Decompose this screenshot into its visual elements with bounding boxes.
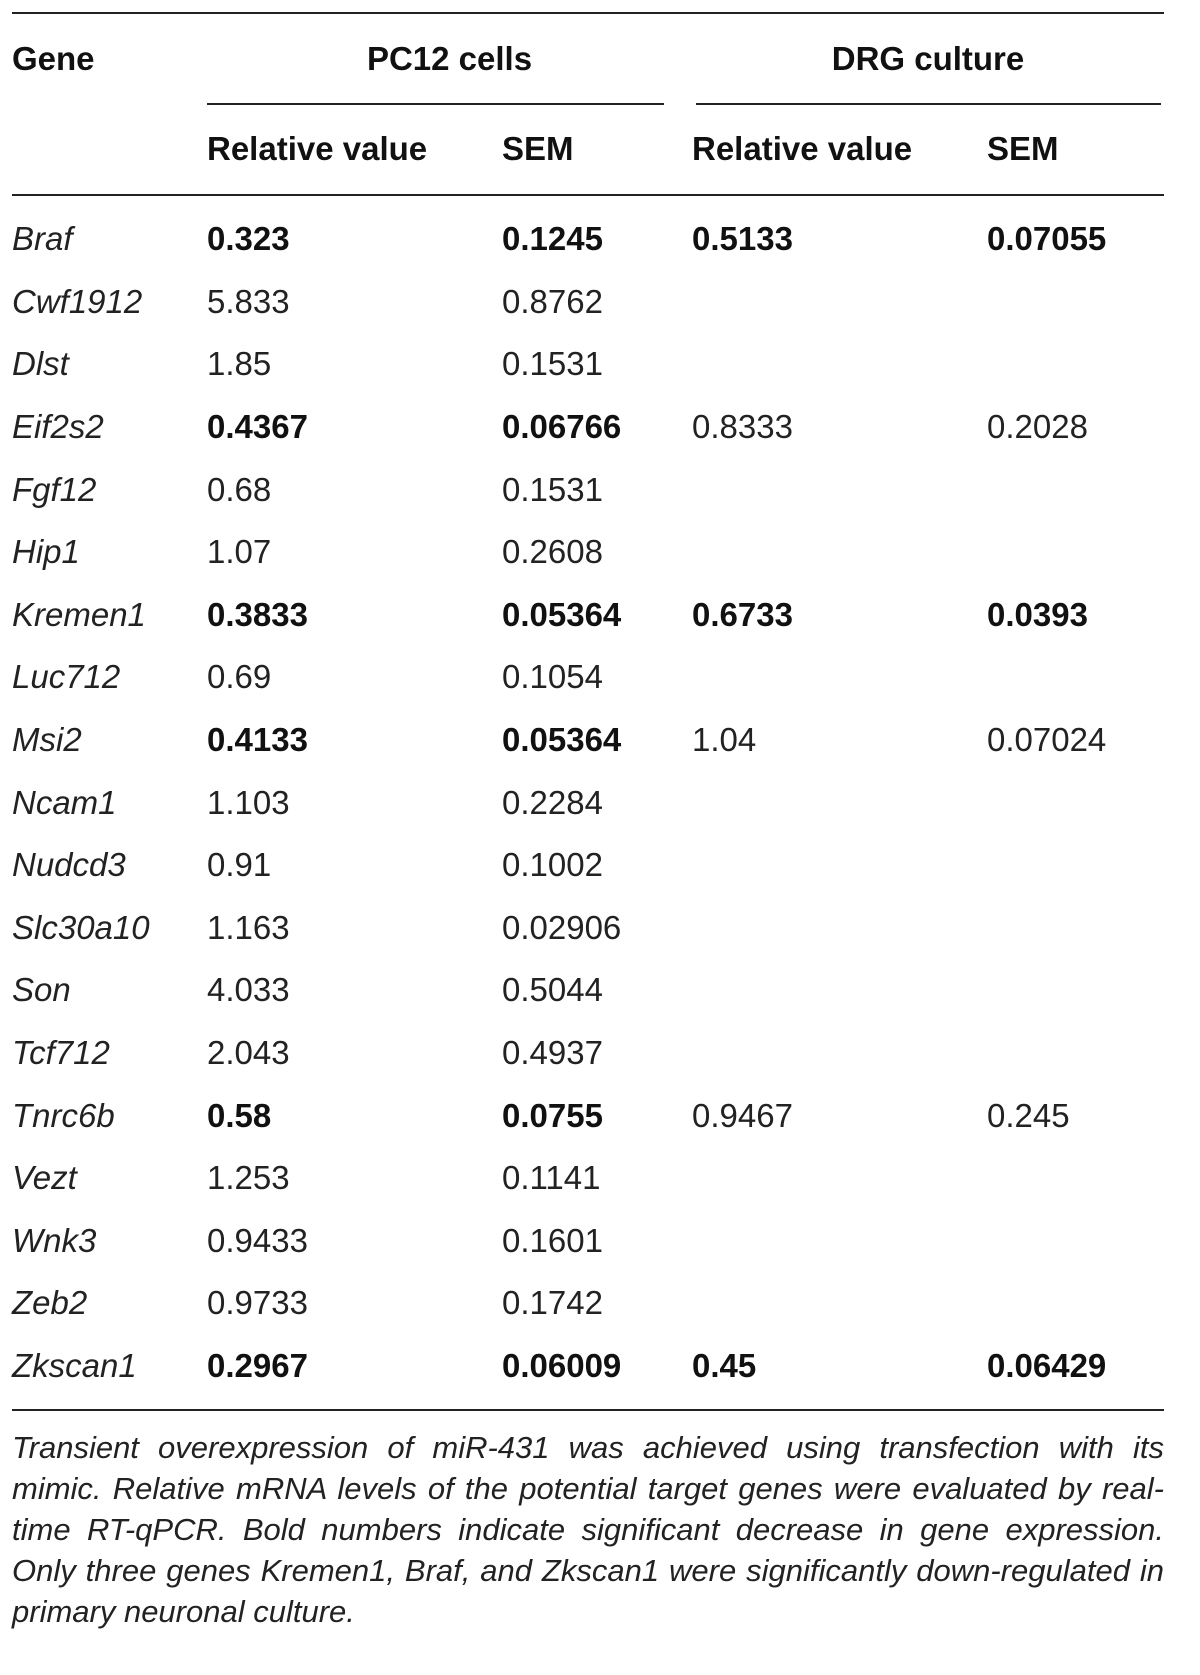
- bottom-rule: [12, 1409, 1164, 1411]
- drg-sem-cell: [987, 521, 1164, 584]
- drg-sem-cell: [987, 897, 1164, 960]
- gene-name-cell: Eif2s2: [12, 408, 104, 446]
- drg-sem-cell: [987, 646, 1164, 709]
- table-row: [12, 1335, 1164, 1410]
- gene-name-cell: Hip1: [12, 533, 80, 571]
- pc12-sem-cell: 0.02906: [502, 908, 622, 946]
- gene-expression-table: [12, 14, 1164, 1409]
- table-row: [12, 1022, 1164, 1085]
- drg-relative-cell: [692, 959, 987, 1022]
- pc12-relative-cell: 0.68: [207, 470, 272, 508]
- pc12-relative-cell: 1.07: [207, 533, 272, 571]
- pc12-sem-cell: 0.06766: [502, 408, 622, 446]
- table-row: [12, 959, 1164, 1022]
- drg-sem-cell: [987, 1022, 1164, 1085]
- pc12-group-rule: [207, 103, 664, 105]
- pc12-relative-cell: 0.58: [207, 1096, 272, 1134]
- drg-sem-cell: [987, 333, 1164, 396]
- drg-relative-cell: [692, 271, 987, 334]
- table-row: [12, 897, 1164, 960]
- gene-name-cell: Dlst: [12, 345, 69, 383]
- pc12-sem-cell: 0.1002: [502, 846, 603, 884]
- drg-relative-cell: [692, 771, 987, 834]
- header-pc12-sem: SEM: [502, 104, 692, 195]
- drg-sem-cell: 0.0393: [987, 595, 1088, 633]
- table-row: [12, 333, 1164, 396]
- header-group-drg-label: DRG culture: [831, 40, 1025, 77]
- drg-sem-cell: 0.07055: [987, 220, 1107, 258]
- pc12-sem-cell: 0.4937: [502, 1034, 603, 1072]
- gene-name-cell: Tcf712: [12, 1034, 110, 1072]
- pc12-relative-cell: 0.9433: [207, 1221, 308, 1259]
- table-row: [12, 834, 1164, 897]
- gene-name-cell: Luc712: [12, 658, 121, 696]
- drg-relative-cell: 0.8333: [692, 408, 793, 446]
- table-row: [12, 458, 1164, 521]
- table-row: [12, 396, 1164, 459]
- pc12-relative-cell: 1.163: [207, 908, 290, 946]
- gene-name-cell: Zeb2: [12, 1284, 88, 1322]
- table-footnote: Transient overexpression of miR-431 was achieved using transfection with its mimic. Relative mRNA levels of the potential target genes were evaluated by real-time RT-qPCR. Bold numbers indicate significant decrease in gene expression. Only three genes Kremen1, Braf, and Zkscan1 were significantly down-regulated in primary neuronal culture.: [12, 1430, 1164, 1629]
- table-row: [12, 584, 1164, 647]
- pc12-sem-cell: 0.2608: [502, 533, 603, 571]
- drg-relative-cell: [692, 1272, 987, 1335]
- pc12-sem-cell: 0.06009: [502, 1346, 622, 1384]
- gene-name-cell: Ncam1: [12, 783, 117, 821]
- header-pc12-relative: Relative value: [207, 104, 502, 195]
- pc12-relative-cell: 0.4367: [207, 408, 308, 446]
- drg-relative-cell: [692, 646, 987, 709]
- table-row: [12, 709, 1164, 772]
- pc12-relative-cell: 0.3833: [207, 595, 308, 633]
- drg-relative-cell: 0.6733: [692, 595, 793, 633]
- pc12-sem-cell: 0.2284: [502, 783, 603, 821]
- pc12-sem-cell: 0.05364: [502, 595, 622, 633]
- header-drg-relative: Relative value: [692, 104, 987, 195]
- pc12-relative-cell: 1.85: [207, 345, 272, 383]
- drg-relative-cell: [692, 333, 987, 396]
- pc12-relative-cell: 0.2967: [207, 1346, 308, 1384]
- gene-name-cell: Wnk3: [12, 1221, 97, 1259]
- pc12-sem-cell: 0.1054: [502, 658, 603, 696]
- header-gene: Gene: [12, 40, 95, 77]
- pc12-sem-cell: 0.1141: [502, 1159, 601, 1197]
- pc12-relative-cell: 0.91: [207, 846, 272, 884]
- table-row: [12, 646, 1164, 709]
- gene-name-cell: Tnrc6b: [12, 1096, 115, 1134]
- gene-name-cell: Cwf1912: [12, 282, 143, 320]
- header-group-pc12-label: PC12 cells: [366, 40, 533, 77]
- drg-relative-cell: [692, 1210, 987, 1273]
- pc12-sem-cell: 0.1531: [502, 470, 603, 508]
- pc12-relative-cell: 0.4133: [207, 721, 308, 759]
- gene-name-cell: Braf: [12, 220, 73, 258]
- table-row: [12, 521, 1164, 584]
- gene-name-cell: Kremen1: [12, 595, 146, 633]
- pc12-relative-cell: 0.323: [207, 220, 290, 258]
- drg-sem-cell: 0.07024: [987, 721, 1107, 759]
- gene-name-cell: Slc30a10: [12, 908, 150, 946]
- table-row: [12, 1084, 1164, 1147]
- drg-sem-cell: [987, 771, 1164, 834]
- pc12-sem-cell: 0.5044: [502, 971, 603, 1009]
- pc12-relative-cell: 0.69: [207, 658, 272, 696]
- header-blank: [12, 104, 207, 195]
- drg-sem-cell: 0.06429: [987, 1346, 1107, 1384]
- pc12-relative-cell: 0.9733: [207, 1284, 308, 1322]
- drg-sem-cell: [987, 834, 1164, 897]
- drg-sem-cell: 0.245: [987, 1096, 1070, 1134]
- drg-relative-cell: [692, 1147, 987, 1210]
- pc12-sem-cell: 0.05364: [502, 721, 622, 759]
- gene-name-cell: Msi2: [12, 721, 82, 759]
- pc12-sem-cell: 0.0755: [502, 1096, 603, 1134]
- drg-relative-cell: [692, 1022, 987, 1085]
- drg-sem-cell: [987, 1210, 1164, 1273]
- pc12-relative-cell: 1.253: [207, 1159, 290, 1197]
- drg-relative-cell: 0.45: [692, 1346, 757, 1384]
- pc12-sem-cell: 0.1531: [502, 345, 603, 383]
- pc12-sem-cell: 0.1742: [502, 1284, 603, 1322]
- pc12-relative-cell: 4.033: [207, 971, 290, 1009]
- drg-sem-cell: [987, 1272, 1164, 1335]
- gene-name-cell: Fgf12: [12, 470, 97, 508]
- table-row: [12, 271, 1164, 334]
- gene-name-cell: Son: [12, 971, 71, 1009]
- header-group-pc12: [207, 14, 692, 104]
- group-header-row: [12, 14, 1164, 104]
- header-drg-sem: SEM: [987, 104, 1164, 195]
- drg-relative-cell: [692, 458, 987, 521]
- header-group-drg: [692, 14, 1164, 104]
- drg-relative-cell: 0.5133: [692, 220, 793, 258]
- pc12-sem-cell: 0.8762: [502, 282, 603, 320]
- gene-name-cell: Zkscan1: [12, 1346, 137, 1384]
- drg-sem-cell: 0.2028: [987, 408, 1088, 446]
- drg-relative-cell: [692, 897, 987, 960]
- drg-relative-cell: [692, 521, 987, 584]
- table-row: [12, 1272, 1164, 1335]
- gene-name-cell: Nudcd3: [12, 846, 126, 884]
- drg-relative-cell: 0.9467: [692, 1096, 793, 1134]
- table-row: [12, 1147, 1164, 1210]
- drg-relative-cell: 1.04: [692, 721, 757, 759]
- sub-header-row: [12, 104, 1164, 195]
- drg-sem-cell: [987, 271, 1164, 334]
- drg-group-rule: [696, 103, 1161, 105]
- table-body: [12, 195, 1164, 1409]
- table-row: [12, 1210, 1164, 1273]
- drg-sem-cell: [987, 1147, 1164, 1210]
- pc12-relative-cell: 5.833: [207, 282, 290, 320]
- pc12-sem-cell: 0.1601: [502, 1221, 603, 1259]
- pc12-sem-cell: 0.1245: [502, 220, 603, 258]
- pc12-relative-cell: 2.043: [207, 1034, 290, 1072]
- table-row: [12, 771, 1164, 834]
- pc12-relative-cell: 1.103: [207, 783, 290, 821]
- drg-sem-cell: [987, 959, 1164, 1022]
- table-row: [12, 195, 1164, 271]
- drg-relative-cell: [692, 834, 987, 897]
- gene-name-cell: Vezt: [12, 1159, 77, 1197]
- drg-sem-cell: [987, 458, 1164, 521]
